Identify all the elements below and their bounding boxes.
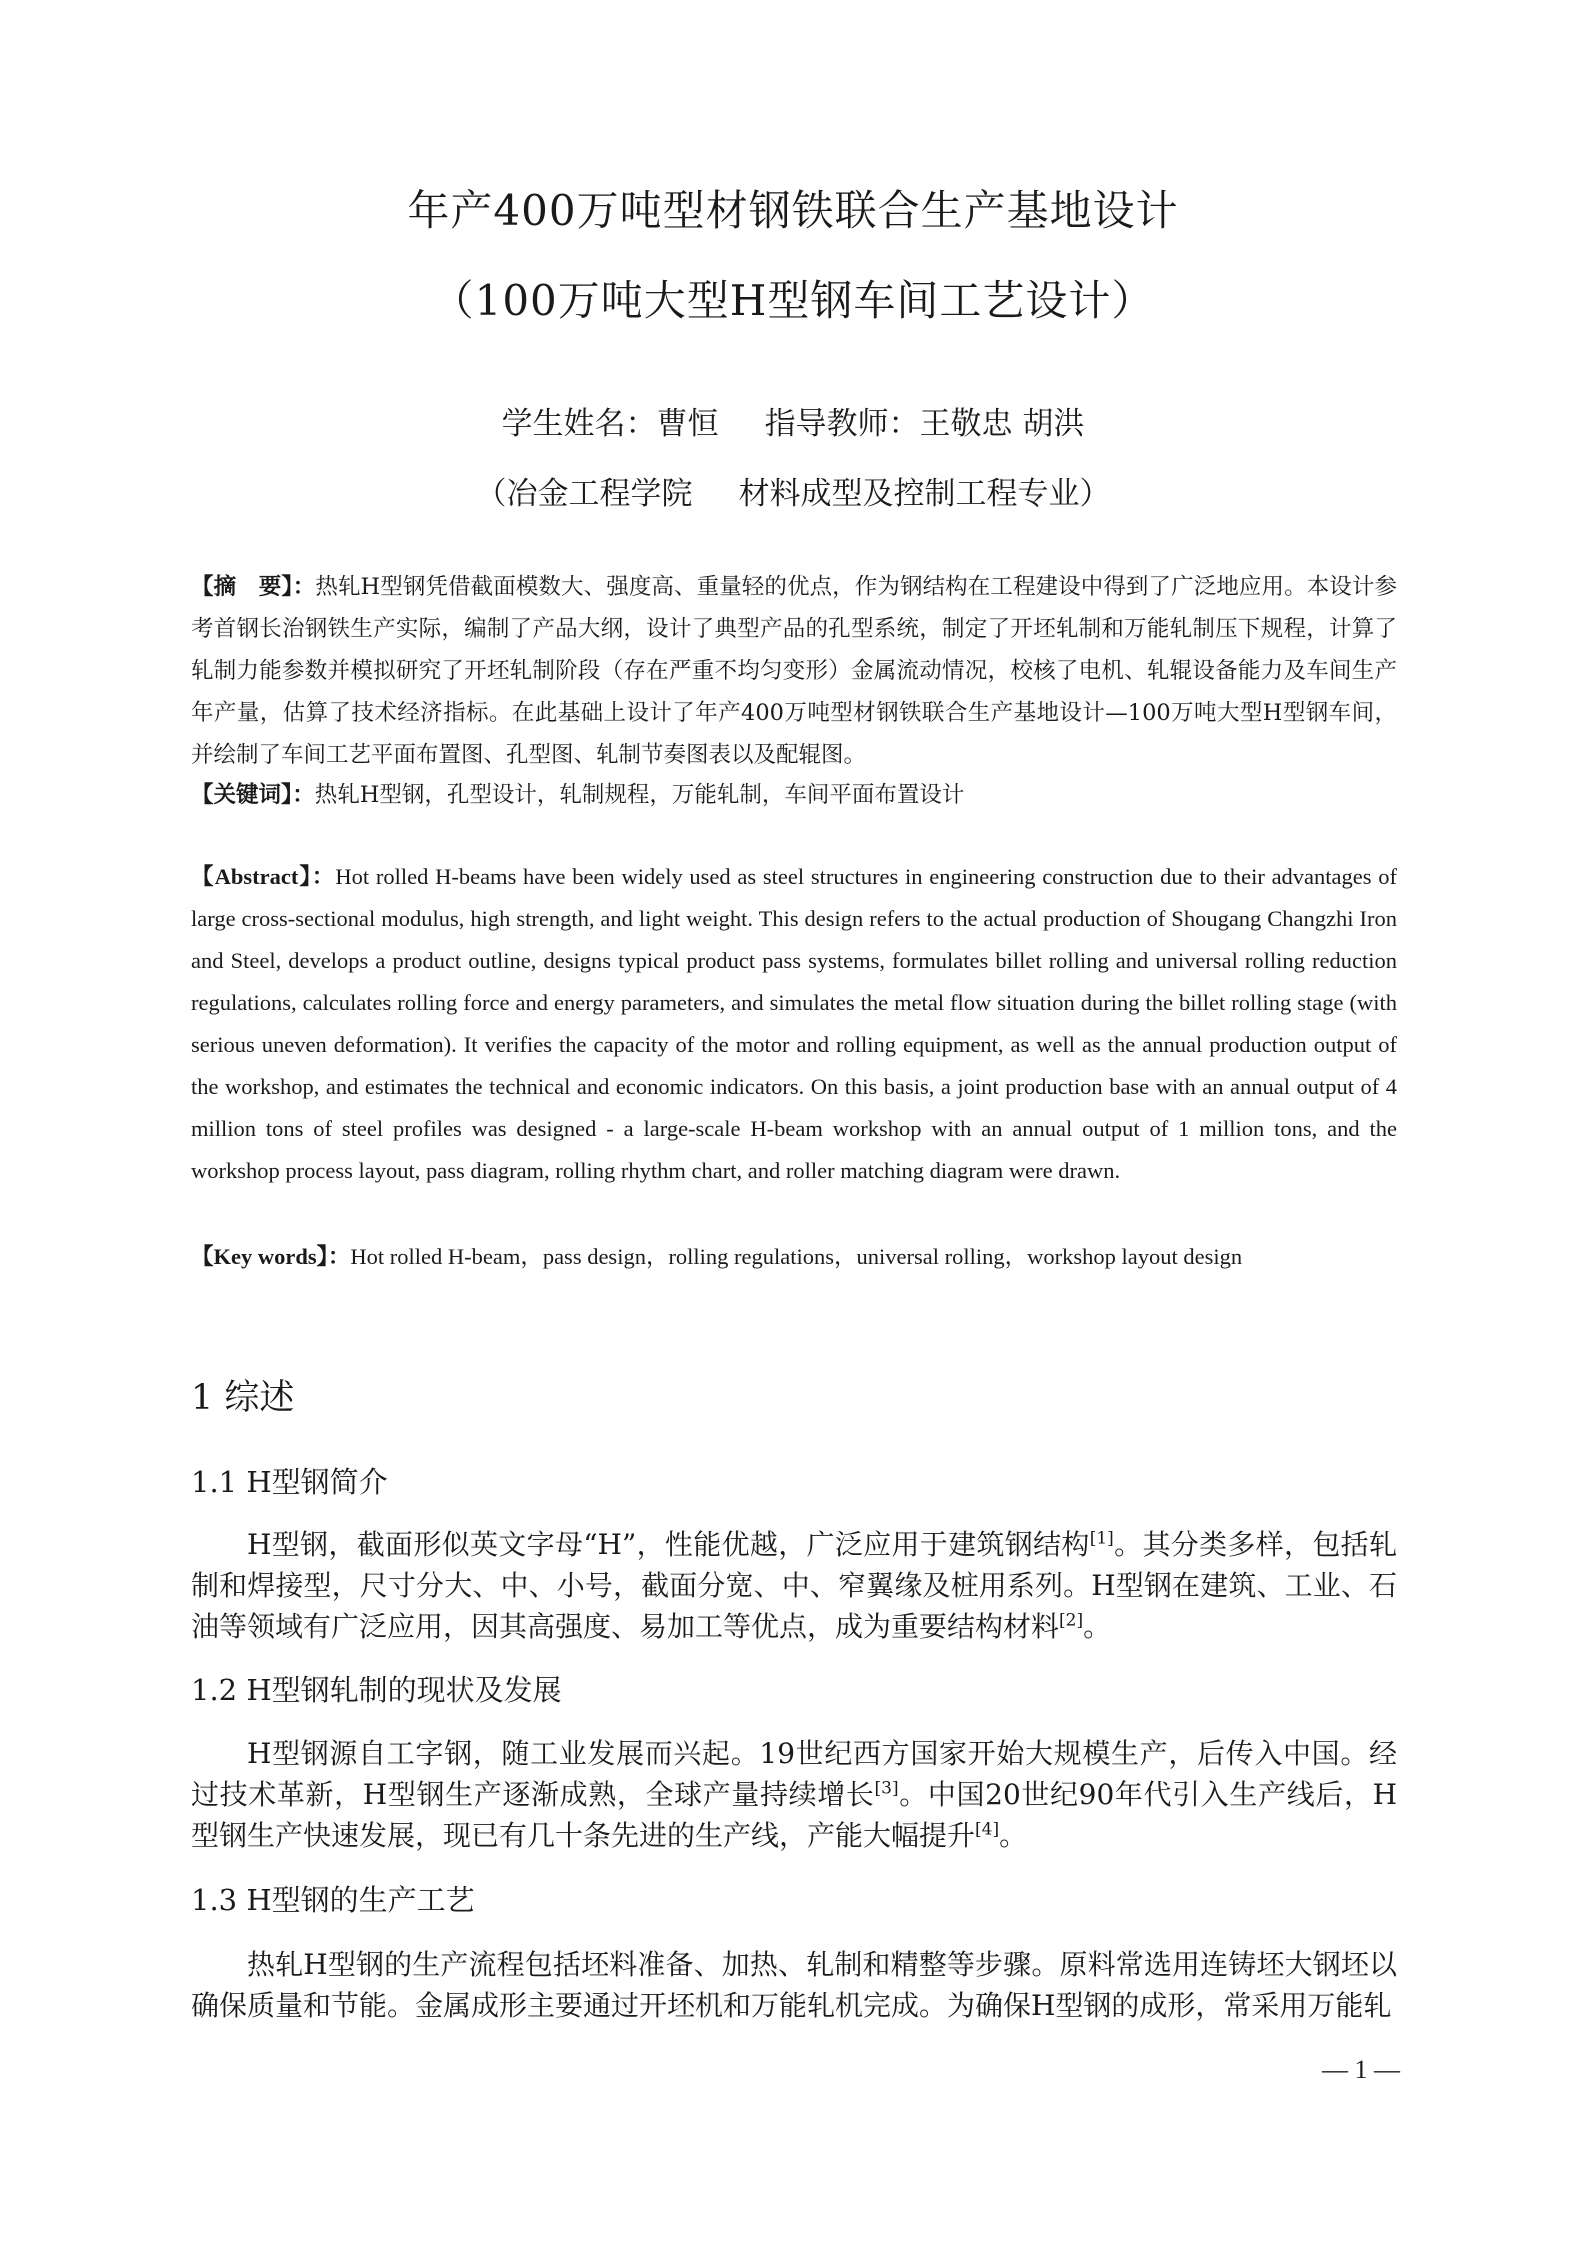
section-1-heading: 1 综述	[191, 1378, 295, 1418]
citation: [1]	[1089, 1528, 1114, 1549]
paragraph-text: H型钢源自工字钢，随工业发展而兴起。19世纪西方国家开始大规模生产，后传入中国。经过技术革新，H型钢生产逐渐成熟，全球产量持续增长	[191, 1737, 1397, 1811]
citation: [3]	[874, 1778, 899, 1799]
student-name: 学生姓名：曹恒	[501, 406, 719, 442]
affiliation-line	[0, 468, 1586, 513]
section-1-2-heading: 1.2 H型钢轧制的现状及发展	[191, 1673, 562, 1707]
section-1-3-paragraph: 热轧H型钢的生产流程包括坯料准备、加热、轧制和精整等步骤。原料常选用连铸坯大钢坯以确保质量和节能。金属成形主要通过开坯机和万能轧机完成。为确保H型钢的成形，常采用万能轧	[191, 1948, 1397, 2022]
abstract-cn	[191, 566, 1397, 776]
title-line-2: （100万吨大型H型钢车间工艺设计）	[431, 276, 1155, 325]
section-1-2-paragraph	[191, 1733, 1397, 1856]
abstract-en-text: Hot rolled H-beams have been widely used as steel structures in engineering construction due to their advantages of large cross-sectional modulus, high strength, and light weight. This design refers to the actual production of Shougang Changzhi Iron and Steel, develops a product outline, designs typical product pass systems, formulates billet rolling and universal rolling reduction regulations, calculates rolling force and energy parameters, and simulates the metal flow situation during the billet rolling stage (with serious uneven deformation). It verifies the capacity of the motor and rolling equipment, as well as the annual production output of the workshop, and estimates the technical and economic indicators. On this basis, a joint production base with an annual output of 4 million tons of steel profiles was designed - a large-scale H-beam workshop with an annual output of 1 million tons, and the workshop process layout, pass diagram, rolling rhythm chart, and roller matching diagram were drawn.	[191, 864, 1397, 1183]
page-number: — 1 —	[1322, 2055, 1400, 2084]
citation: [4]	[975, 1819, 1000, 1840]
abstract-en	[191, 856, 1397, 1192]
abstract-en-label: 【Abstract】：	[191, 864, 336, 889]
keywords-cn-text: 热轧H型钢，孔型设计，轧制规程，万能轧制，车间平面布置设计	[314, 782, 965, 808]
section-1-1-paragraph	[191, 1524, 1397, 1647]
citation: [2]	[1059, 1610, 1084, 1631]
college-name: （冶金工程学院	[475, 476, 693, 512]
abstract-cn-label: 【摘 要】：	[191, 574, 316, 600]
paragraph-text: 。其分类多样，包括轧制和焊接型，尺寸分大、中、小号，截面分宽、中、窄翼缘及桩用系列。H型钢在建筑、工业、石油等领域有广泛应用，因其高强度、易加工等优点，成为重要结构材料	[191, 1528, 1397, 1643]
keywords-en-text: Hot rolled H-beam，pass design，rolling regulations，universal rolling，workshop layout design	[350, 1244, 1243, 1269]
abstract-cn-text: 热轧H型钢凭借截面模数大、强度高、重量轻的优点，作为钢结构在工程建设中得到了广泛地应用。本设计参考首钢长治钢铁生产实际，编制了产品大纲，设计了典型产品的孔型系统，制定了开坯轧制和万能轧制压下规程，计算了轧制力能参数并模拟研究了开坯轧制阶段（存在严重不均匀变形）金属流动情况，校核了电机、轧辊设备能力及车间生产年产量，估算了技术经济指标。在此基础上设计了年产400万吨型材钢铁联合生产基地设计—100万吨大型H型钢车间，并绘制了车间工艺平面布置图、孔型图、轧制节奏图表以及配辊图。	[191, 574, 1397, 768]
paragraph-text: 。	[1083, 1610, 1112, 1643]
section-1-3-heading: 1.3 H型钢的生产工艺	[191, 1883, 475, 1917]
section-1-1-heading: 1.1 H型钢简介	[191, 1465, 388, 1499]
title-line-1: 年产400万吨型材钢铁联合生产基地设计	[407, 186, 1179, 235]
author-line	[0, 398, 1586, 443]
keywords-en-label: 【Key words】：	[191, 1244, 351, 1269]
keywords-cn	[191, 774, 1397, 816]
paragraph-text: 。中国20世纪90年代引入生产线后，H型钢生产快速发展，现已有几十条先进的生产线，产能大幅提升	[191, 1778, 1397, 1852]
advisor-name: 指导教师：王敬忠 胡洪	[764, 406, 1085, 442]
keywords-en	[191, 1236, 1397, 1278]
major-name: 材料成型及控制工程专业）	[738, 476, 1111, 512]
keywords-cn-label: 【关键词】：	[191, 782, 315, 808]
paragraph-text: H型钢，截面形似英文字母“H”，性能优越，广泛应用于建筑钢结构	[247, 1528, 1090, 1561]
paragraph-text: 。	[999, 1819, 1028, 1852]
